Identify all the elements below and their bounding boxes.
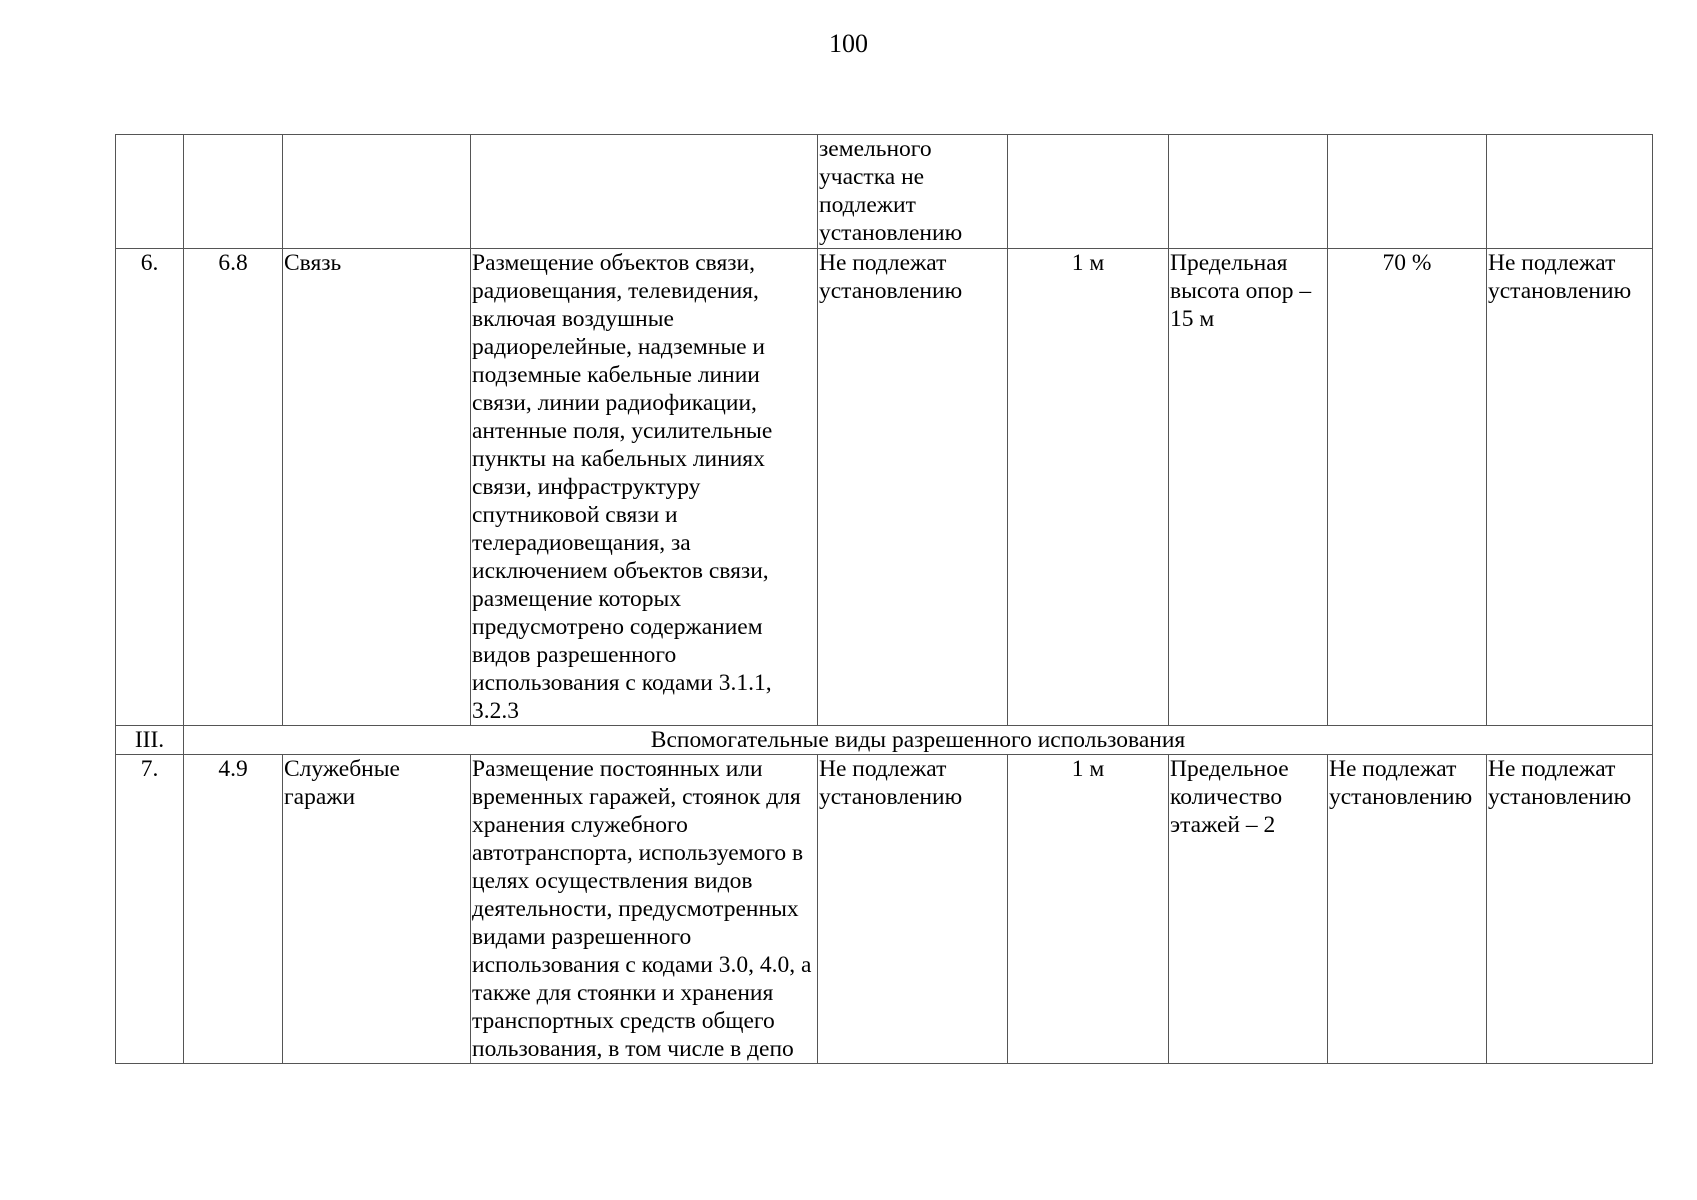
row-number: 6. [116, 249, 184, 726]
use-description: Размещение объектов связи, радиовещания, телевидения, включая воздушные радиорелейные, надземные и подземные кабельные линии связи, линии радиофикации, антенные поля, усилительные пункты на кабельных линиях связи, инфраструктуру спутниковой связи и телерадиовещания, за исключением объектов связи, размещение которых предусмотрено содержанием видов разрешенного использования с кодами 3.1.1, 3.2.3 [471, 249, 818, 726]
use-description: Размещение постоянных или временных гаражей, стоянок для хранения служебного автотранспорта, используемого в целях осуществления видов деятельности, предусмотренных видами разрешенного использования с кодами 3.0, 4.0, а также для стоянки и хранения транспортных средств общего пользования, в том числе в депо [471, 755, 818, 1064]
use-name: Связь [283, 249, 471, 726]
cell-col8: Не подлежат установлению [1328, 755, 1487, 1064]
cell-col7: Предельная высота опор – 15 м [1169, 249, 1328, 726]
cell-col9: Не подлежат установлению [1487, 755, 1653, 1064]
cell-code [184, 135, 283, 249]
cell-name [283, 135, 471, 249]
page-number: 100 [829, 29, 868, 58]
cell-col6: 1 м [1008, 249, 1169, 726]
cell-num [116, 135, 184, 249]
cell-col6: 1 м [1008, 755, 1169, 1064]
section-title: Вспомогательные виды разрешенного использования [184, 726, 1653, 755]
cell-col5: земельного участка не подлежит установлению [818, 135, 1008, 249]
use-code: 4.9 [184, 755, 283, 1064]
cell-col9 [1487, 135, 1653, 249]
cell-col9: Не подлежат установлению [1487, 249, 1653, 726]
cell-col8 [1328, 135, 1487, 249]
table-row-7 [116, 755, 1653, 1064]
section-number: III. [116, 726, 184, 755]
use-code: 6.8 [184, 249, 283, 726]
cell-col7 [1169, 135, 1328, 249]
regulations-table [115, 134, 1653, 1064]
use-name: Служебные гаражи [283, 755, 471, 1064]
table-row-continuation [116, 135, 1653, 249]
cell-col7: Предельное количество этажей – 2 [1169, 755, 1328, 1064]
cell-description [471, 135, 818, 249]
cell-col6 [1008, 135, 1169, 249]
cell-col5: Не подлежат установлению [818, 755, 1008, 1064]
cell-col5: Не подлежат установлению [818, 249, 1008, 726]
cell-col8: 70 % [1328, 249, 1487, 726]
row-number: 7. [116, 755, 184, 1064]
table-row-6 [116, 249, 1653, 726]
section-row [116, 726, 1653, 755]
